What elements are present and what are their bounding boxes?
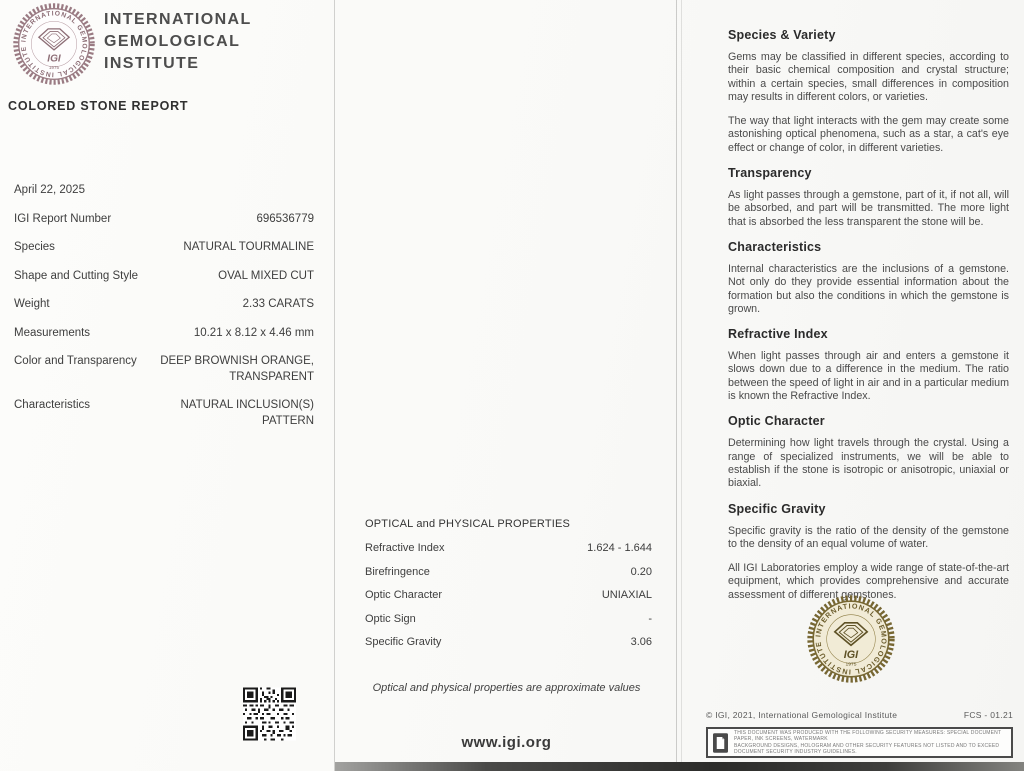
field-label: Measurements [14,326,91,339]
seal-acronym: IGI [843,648,859,661]
section-title-refractive-index: Refractive Index [728,327,828,342]
website-url: www.igi.org [461,734,552,751]
field-row-measurements [14,326,314,342]
section-title-transparency: Transparency [728,166,812,181]
section-paragraph: Determining how light travels through the crystal. Using a range of specialized instruments, we will be able to establish if the stone is isotropic or anisotropic, uniaxial or biaxial. [728,437,1009,490]
field-value: 2.33 CARATS [242,298,314,310]
section-title-specific-gravity: Specific Gravity [728,501,826,516]
igi-seal-icon [12,2,96,86]
optical-value: - [648,612,652,625]
security-line1: THIS DOCUMENT WAS PRODUCED WITH THE FOLLOWING SECURITY MEASURES: SPECIAL DOCUMENT PAPER, INK SCREENS, WATERMARK [734,729,1002,742]
field-row-color [14,354,314,385]
field-value: OVAL MIXED CUT [218,269,314,282]
document-security-icon [713,733,728,753]
institute-name-line3: INSTITUTE [104,55,200,72]
section-title-optic-character: Optic Character [728,414,825,429]
report-title: COLORED STONE REPORT [8,99,189,113]
optical-row-optic-character [365,588,652,602]
section-paragraph: The way that light interacts with the gem may create some astonishing optical phenomena, such as a star, a cat's eye effect or change of color, in different varieties. [728,115,1009,154]
copyright-text: © IGI, 2021, International Gemological Institute [706,710,898,720]
qr-code [243,687,296,741]
optical-disclaimer: Optical and physical properties are approximate values [372,682,641,694]
institute-name-line2: GEMOLOGICAL [104,33,241,50]
form-code: FCS - 01.21 [963,710,1013,720]
seal-year: 1975 [48,64,60,70]
field-row-shape [14,269,314,285]
optical-label: Refractive Index [365,542,445,554]
optical-row-birefringence [365,565,652,579]
igi-gold-seal-icon [806,594,896,684]
security-line2: BACKGROUND DESIGNS, HOLOGRAM AND OTHER SECURITY FEATURES NOT LISTED AND TO EXCEED DOCUMENT SECURITY INDUSTRY GUIDELINES. [734,742,1000,755]
fold-line-left [334,0,335,771]
seal-circular-text: INTERNATIONAL GEMOLOGICAL INSTITUTE [813,601,889,677]
footer-copyright-row [706,710,1013,720]
field-label: Species [14,241,55,253]
optical-properties-table [365,517,652,659]
fold-line-right [676,0,677,771]
scan-shadow-bar [335,762,1024,771]
field-value: 696536779 [256,212,314,225]
security-notice-box [706,727,1013,758]
field-value: NATURAL INCLUSION(S) PATTERN [180,399,314,427]
field-label: Weight [14,298,50,310]
section-paragraph: When light passes through air and enters a gemstone it slows down due to a difference in the medium. The ratio between the speed of light in air and in a particular medium is known the Refractive Index. [728,350,1009,403]
field-value: 10.21 x 8.12 x 4.46 mm [193,326,314,339]
seal-acronym: IGI [47,53,61,65]
optical-value: 0.20 [630,565,652,578]
optical-value: UNIAXIAL [601,589,652,601]
section-paragraph: Gems may be classified in different species, according to their basic chemical composition and crystal structure; within a certain species, small differences in composition may results in different colors, or varieties. [728,51,1009,103]
field-row-characteristics [14,398,314,429]
optical-value: 3.06 [630,636,652,648]
section-title-species-variety: Species & Variety [728,28,836,42]
institute-name-line1: INTERNATIONAL [104,11,252,28]
optical-row-specific-gravity [365,635,652,649]
institute-name [104,9,252,75]
report-date: April 22, 2025 [14,184,85,196]
section-paragraph: Specific gravity is the ratio of the density of the gemstone to the density of an equal volume of water. [728,524,1009,550]
field-row-species [14,240,314,256]
optical-row-refractive-index [365,541,652,555]
seal-year: 1975 [845,662,857,668]
optical-label: Specific Gravity [365,636,442,648]
seal-circular-text: INTERNATIONAL GEMOLOGICAL INSTITUTE [20,10,88,78]
field-label: Color and Transparency [14,355,137,367]
report-fields [14,183,314,442]
info-sections [728,28,1009,613]
field-row-weight [14,297,314,313]
field-label: Characteristics [14,399,91,411]
section-title-characteristics: Characteristics [728,239,822,254]
optical-row-optic-sign [365,612,652,626]
field-row-report-number [14,212,314,228]
optical-title: OPTICAL and PHYSICAL PROPERTIES [365,518,571,530]
optical-label: Optic Character [365,589,443,601]
field-label: Shape and Cutting Style [14,269,139,282]
optical-label: Optic Sign [365,612,416,625]
section-paragraph: Internal characteristics are the inclusions of a gemstone. Not only do they provide essential information about the formation but also the conditions in which the gemstone is grown. [728,262,1009,315]
optical-label: Birefringence [365,565,430,578]
optical-value: 1.624 - 1.644 [587,542,652,554]
security-notice-text [734,730,1006,756]
field-value: NATURAL TOURMALINE [183,241,314,253]
field-value: DEEP BROWNISH ORANGE, TRANSPARENT [160,355,314,383]
field-label: IGI Report Number [14,212,112,225]
section-paragraph: All IGI Laboratories employ a wide range of state-of-the-art equipment, which provides comprehensive and accurate assessment of different gemstones. [728,562,1009,601]
fold-line-right-inner [681,0,682,771]
section-paragraph: As light passes through a gemstone, part of it, if not all, will be absorbed, and part will be transmitted. The more light that is absorbed the less transparent the stone will be. [728,189,1009,228]
